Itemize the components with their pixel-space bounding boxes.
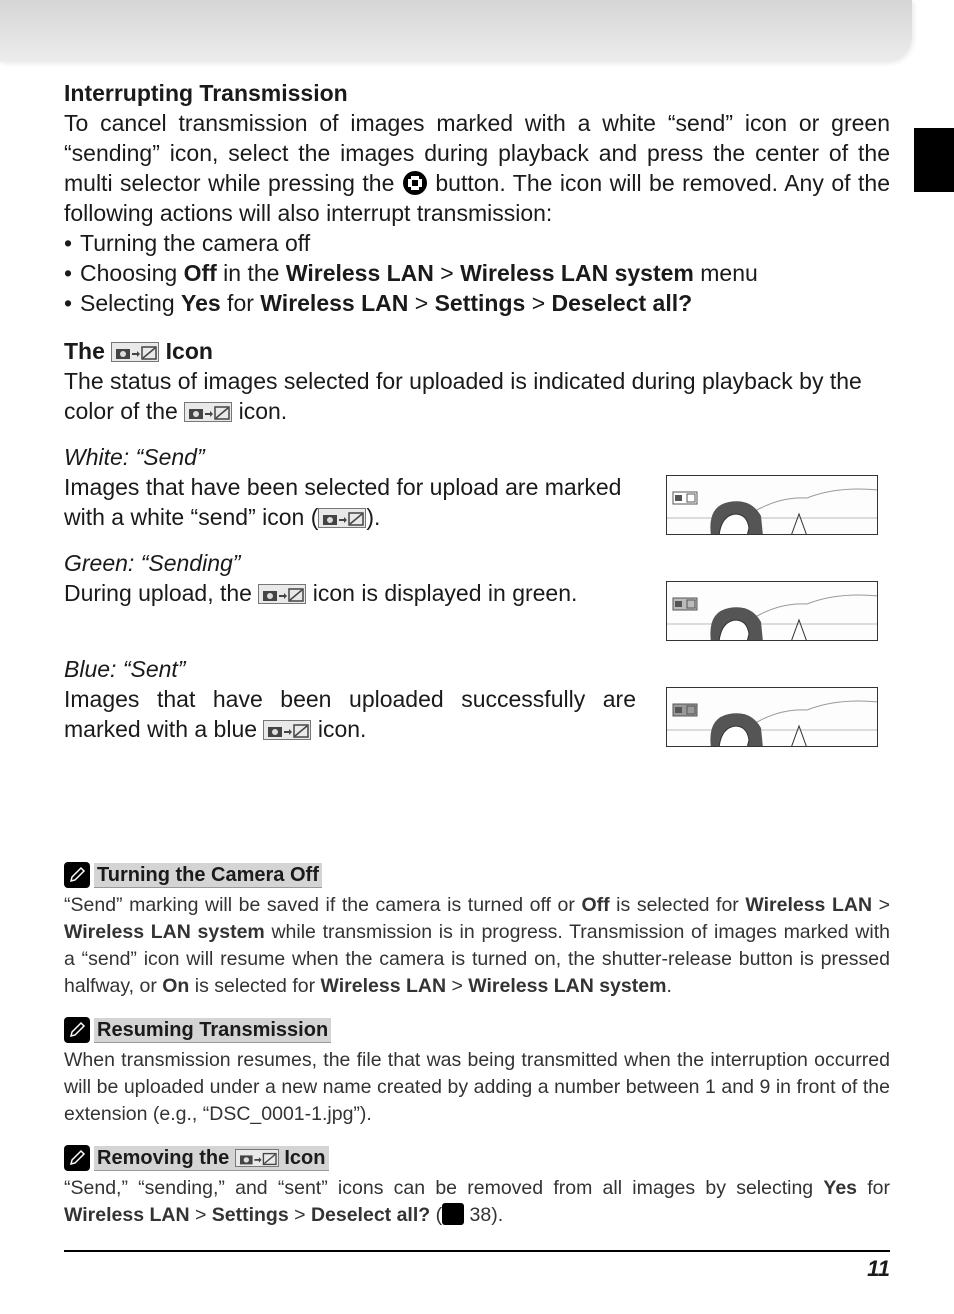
camera-to-image-send-icon [258,584,306,604]
note-title: Removing the Icon [94,1146,329,1171]
interrupt-paragraph [64,108,890,228]
bullet-item: • Turning the camera off [64,230,311,256]
page-number: 11 [867,1256,890,1281]
green-paragraph: During upload, the icon is displayed in green. [64,580,578,606]
camera-to-image-send-icon [235,1149,279,1167]
blue-paragraph: Images that have been uploaded successfully are marked with a blue icon. [64,686,636,742]
pencil-note-icon [64,862,90,888]
note-title: Resuming Transmission [94,1018,331,1043]
playback-thumbnail-sent [666,687,878,747]
pencil-note-icon [64,1145,90,1171]
bullet-item: • Choosing Off in the Wireless LAN > Wireless LAN system menu [64,260,758,286]
note-header [64,1145,890,1171]
header-bar [0,0,912,62]
section-tab [914,128,954,192]
white-paragraph: Images that have been selected for upload are marked with a white “send” icon ( ). [64,474,622,530]
blue-heading: Blue: “Sent” [64,656,186,682]
camera-to-image-send-icon [184,402,232,422]
interrupt-bullets [64,228,890,318]
playback-thumbnail-send [666,475,878,535]
icon-section [64,336,890,426]
white-heading: White: “Send” [64,444,205,470]
note-resuming [64,1017,890,1128]
multi-selector-center-icon [402,170,428,196]
note-removing-icon [64,1145,890,1229]
note-header [64,862,890,888]
note-camera-off [64,862,890,1000]
interrupt-section [64,78,890,318]
icon-section-heading: The Icon [64,338,213,364]
note-title: Turning the Camera Off [94,863,322,888]
note-body: When transmission resumes, the file that was being transmitted when the interruption occurred will be uploaded under a new name created by adding a number between 1 and 9 in front of the extension (e.g., “DSC_0001-1.jpg”). [64,1049,890,1125]
green-heading: Green: “Sending” [64,550,241,576]
footer-rule [64,1250,890,1252]
camera-to-image-send-icon [111,342,159,362]
interrupt-heading: Interrupting Transmission [64,80,348,106]
interrupt-para-2: button. The icon will be removed. Any of the following actions will also interrupt transmission: [64,170,890,226]
icon-section-paragraph: The status of images selected for uploaded is indicated during playback by the color of the icon. [64,368,862,424]
camera-to-image-send-icon [263,720,311,740]
interrupt-para-1: To cancel transmission of images marked with a white “send” icon or green “sending” icon, select the images during playback and press the center of the multi selector while pressing the [64,110,890,196]
camera-to-image-send-icon [318,508,366,528]
bullet-item: • Selecting Yes for Wireless LAN > Settings > Deselect all? [64,290,693,316]
note-header [64,1017,890,1043]
note-body: “Send,” “sending,” and “sent” icons can be removed from all images by selecting Yes for Wireless LAN > Settings > Deselect all? ( 38). [64,1177,890,1226]
note-body: “Send” marking will be saved if the camera is turned off or Off is selected for Wireless LAN > Wireless LAN system while transmission is in progress. Transmission of images marked with a “send” icon will resume when the camera is turned on, the shutter-release button is pressed halfway, or On is selected for Wireless LAN > Wireless LAN system. [64,894,891,997]
page-reference-icon [442,1203,464,1225]
playback-thumbnail-sending [666,581,878,641]
pencil-note-icon [64,1017,90,1043]
